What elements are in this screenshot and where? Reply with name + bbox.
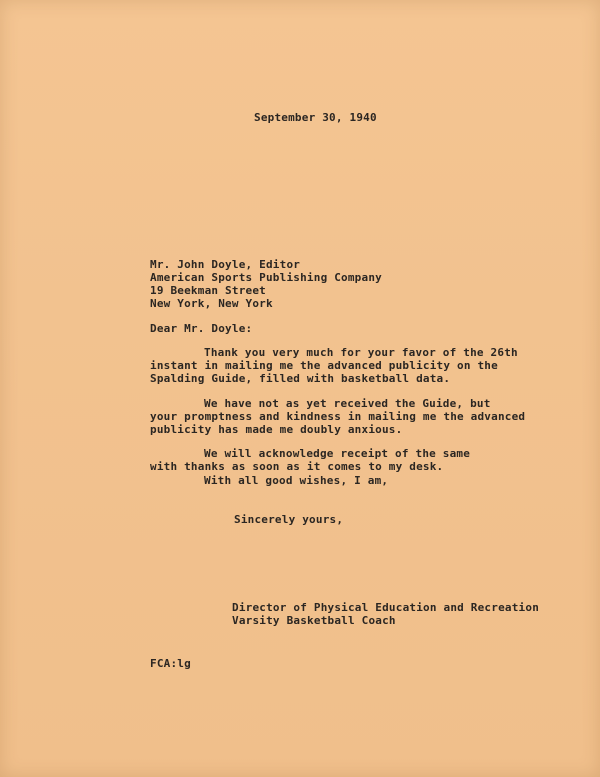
initials: FCA:lg <box>150 657 191 670</box>
body-line: Thank you very much for your favor of the 26th <box>204 346 518 359</box>
salutation: Dear Mr. Doyle: <box>150 322 253 335</box>
signature-title-line: Director of Physical Education and Recreation <box>232 601 540 614</box>
recipient-line: American Sports Publishing Company <box>150 271 382 284</box>
body-line: Spalding Guide, filled with basketball data. <box>150 372 451 385</box>
body-line: We will acknowledge receipt of the same <box>204 447 471 460</box>
body-line: instant in mailing me the advanced publicity on the <box>150 359 498 372</box>
closing: Sincerely yours, <box>234 513 344 526</box>
body-line: your promptness and kindness in mailing me the advanced <box>150 410 526 423</box>
recipient-line: 19 Beekman Street <box>150 284 266 297</box>
recipient-line: New York, New York <box>150 297 273 310</box>
body-line: with thanks as soon as it comes to my desk. <box>150 460 444 473</box>
letter-date: September 30, 1940 <box>254 111 377 124</box>
recipient-line: Mr. John Doyle, Editor <box>150 258 301 271</box>
body-line: We have not as yet received the Guide, but <box>204 397 491 410</box>
body-line: publicity has made me doubly anxious. <box>150 423 403 436</box>
signature-title-line: Varsity Basketball Coach <box>232 614 396 627</box>
body-line: With all good wishes, I am, <box>204 474 389 487</box>
